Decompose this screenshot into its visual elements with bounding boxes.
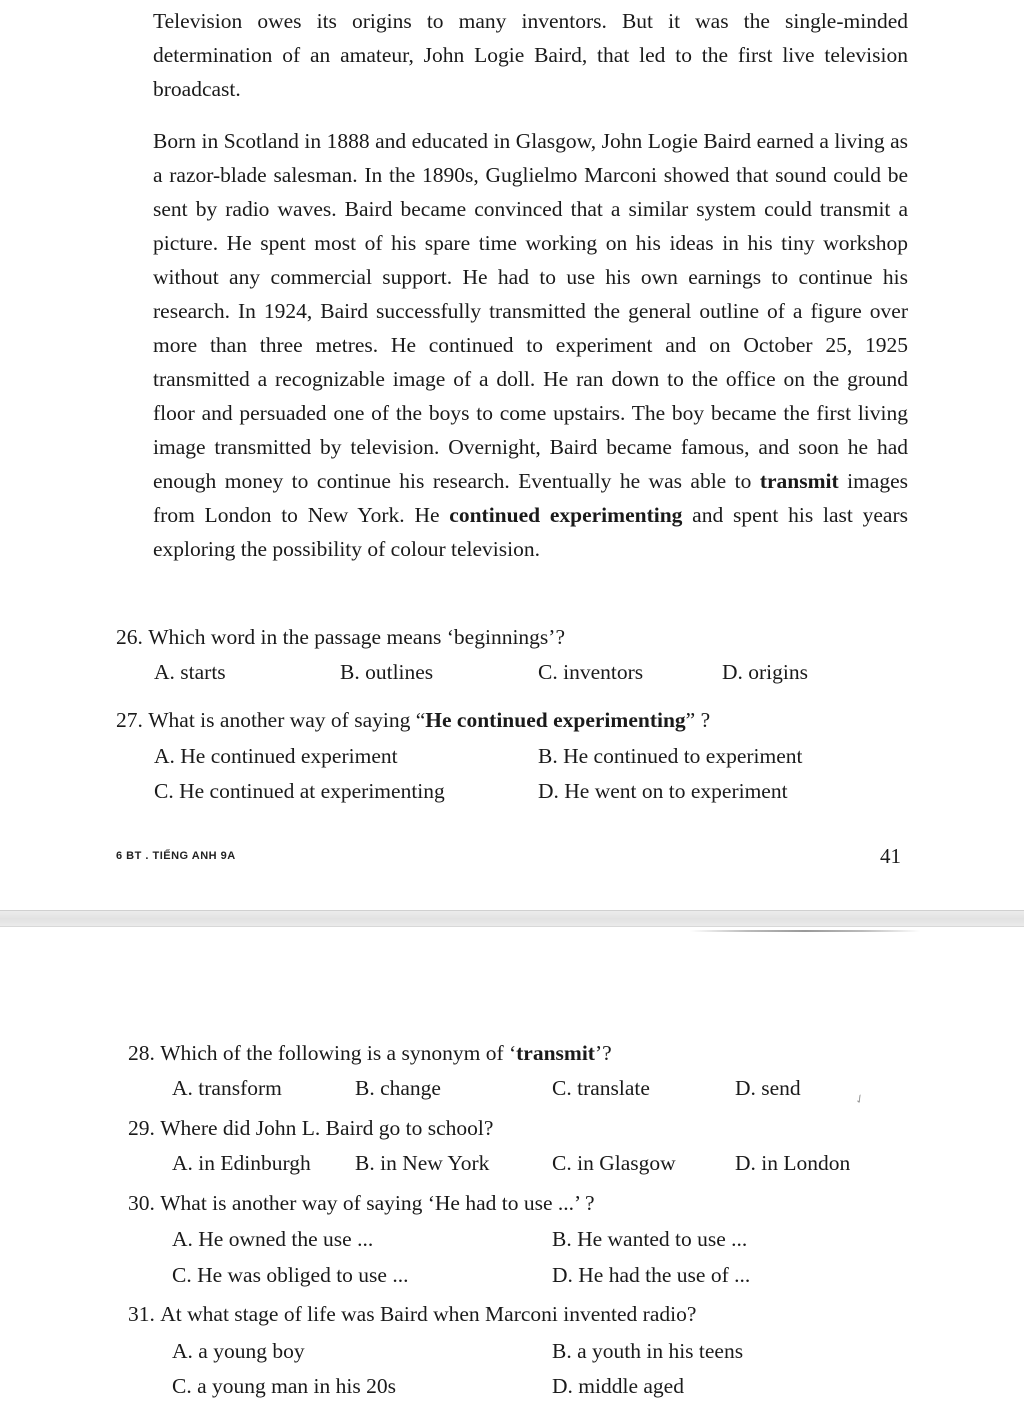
page-number: 41 [880,844,901,868]
question-28 [128,1038,612,1068]
option-29a[interactable]: A. in Edinburgh [172,1151,311,1175]
option-31d[interactable]: D. middle aged [552,1374,684,1398]
question-text: What is another way of saying ‘He had to use ...’ ? [160,1191,595,1215]
passage-paragraph-1: Television owes its origins to many inventors. But it was the single-minded determination of an amateur, John Logie Baird, that led to the first live television broadcast. [153,9,908,101]
question-text: ” ? [685,708,711,732]
option-28d[interactable]: D. send [735,1076,801,1100]
option-26b[interactable]: B. outlines [340,660,434,684]
question-text: Which of the following is a synonym of ‘ [160,1041,517,1065]
option-29d[interactable]: D. in London [735,1151,851,1175]
question-number: 30. [128,1191,155,1215]
question-26 [116,622,565,652]
option-28c[interactable]: C. translate [552,1076,650,1100]
option-27c[interactable]: C. He continued at experimenting [154,779,445,803]
option-27b[interactable]: B. He continued to experiment [538,744,803,768]
passage-paragraph-2 [153,124,908,566]
option-26c[interactable]: C. inventors [538,660,644,684]
passage-text: Born in Scotland in 1888 and educated in Glasgow, John Logie Baird earned a living as a razor-blade salesman. In the 1890s, Guglielmo Marconi showed that sound could be sent by radio waves. Baird became convinced that a similar system could transmit a picture. He spent most of his spare time working on his ideas in his tiny workshop without any commercial support. He had to use his own earnings to continue his research. In 1924, Baird successfully transmitted the general outline of a figure over more than three metres. He continued to experiment and on October 25, 1925 transmitted a recognizable image of a doll. He ran down to the office on the ground floor and persuaded one of the boys to come upstairs. The boy became the first living image transmitted by television. Overnight, Baird became famous, and soon he had enough money to continue his research. Eventually he was able to [153,129,908,493]
question-text: Which word in the passage means ‘beginnings’? [148,625,565,649]
page-separator [0,910,1024,927]
option-31c[interactable]: C. a young man in his 20s [172,1374,396,1398]
option-30b[interactable]: B. He wanted to use ... [552,1227,748,1251]
question-number: 27. [116,708,143,732]
option-30a[interactable]: A. He owned the use ... [172,1227,374,1251]
scan-smudge [690,930,920,932]
question-number: 31. [128,1302,155,1326]
question-text: ’? [594,1041,612,1065]
question-27 [116,705,710,735]
question-number: 29. [128,1116,155,1140]
option-30d[interactable]: D. He had the use of ... [552,1263,751,1287]
option-28b[interactable]: B. change [355,1076,441,1100]
page-bottom [0,926,1024,1412]
question-30 [128,1188,595,1218]
option-26d[interactable]: D. origins [722,660,808,684]
question-31 [128,1299,696,1329]
question-number: 26. [116,625,143,649]
question-bold-text: transmit [516,1041,595,1065]
option-30c[interactable]: C. He was obliged to use ... [172,1263,409,1287]
checkmark-icon: ✓ [851,1090,868,1108]
question-text: What is another way of saying “ [148,708,426,732]
option-29b[interactable]: B. in New York [355,1151,490,1175]
option-28a[interactable]: A. transform [172,1076,282,1100]
option-29c[interactable]: C. in Glasgow [552,1151,676,1175]
question-bold-text: He continued experimenting [425,708,686,732]
option-27a[interactable]: A. He continued experiment [154,744,398,768]
passage-bold-transmit: transmit [759,469,839,493]
question-29 [128,1113,493,1143]
passage-text: and spent his last years exploring the possibility of colour television. [153,503,908,561]
passage-bold-continued: continued experimenting [449,503,683,527]
option-31b[interactable]: B. a youth in his teens [552,1339,744,1363]
question-number: 28. [128,1041,155,1065]
option-31a[interactable]: A. a young boy [172,1339,305,1363]
option-26a[interactable]: A. starts [154,660,226,684]
footer-book-title: 6 BT . TIẾNG ANH 9A [116,850,236,862]
question-text: Where did John L. Baird go to school? [160,1116,494,1140]
passage-text: images from London to New York. He [153,469,908,527]
question-text: At what stage of life was Baird when Marconi invented radio? [160,1302,697,1326]
option-27d[interactable]: D. He went on to experiment [538,779,788,803]
